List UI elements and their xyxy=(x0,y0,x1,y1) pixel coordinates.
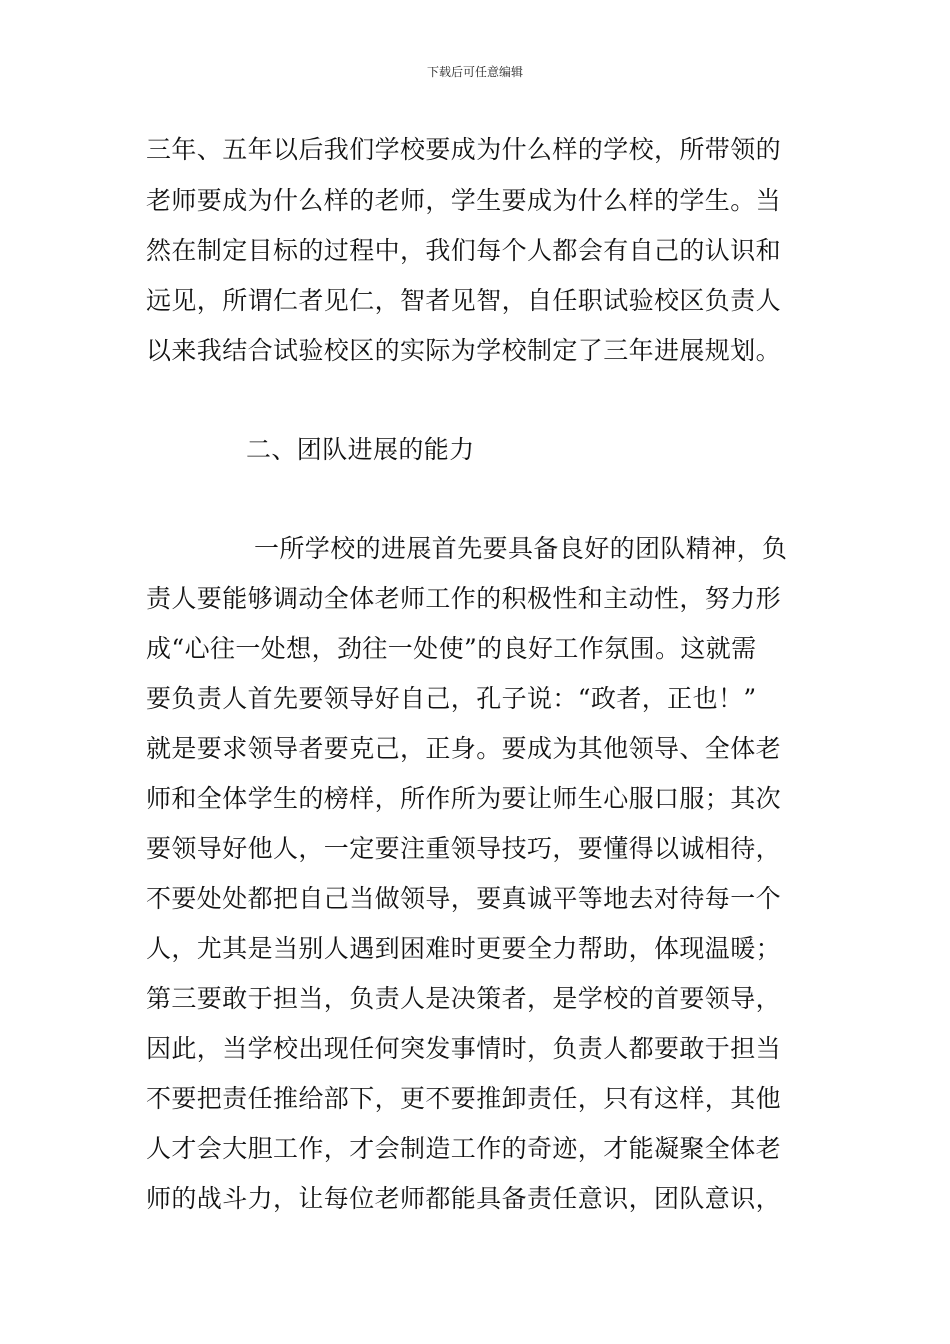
paragraph-line: 就是要求领导者要克己，正身。要成为其他领导、全体老 xyxy=(146,734,782,763)
paragraph-line: 责人要能够调动全体老师工作的积极性和主动性，努力形 xyxy=(146,584,782,613)
paragraph-line: 师和全体学生的榜样，所作所为要让师生心服口服；其次 xyxy=(146,784,782,813)
paragraph-line: 师的战斗力，让每位老师都能具备责任意识，团队意识， xyxy=(146,1184,782,1213)
paragraph-line: 老师要成为什么样的老师，学生要成为什么样的学生。当 xyxy=(146,186,782,215)
paragraph-line: 然在制定目标的过程中，我们每个人都会有自己的认识和 xyxy=(146,236,782,265)
paragraph-line: 远见，所谓仁者见仁，智者见智，自任职试验校区负责人 xyxy=(146,286,782,315)
paragraph-line: 人，尤其是当别人遇到困难时更要全力帮助，体现温暖； xyxy=(146,934,782,963)
paragraph-line: 要负责人首先要领导好自己，孔子说：“政者，正也！” xyxy=(146,684,757,713)
paragraph-line: 一所学校的进展首先要具备良好的团队精神，负 xyxy=(254,534,788,563)
section-heading: 二、团队进展的能力 xyxy=(246,435,475,464)
paragraph-line: 以来我结合试验校区的实际为学校制定了三年进展规划。 xyxy=(146,336,782,365)
paragraph-line: 因此，当学校出现任何突发事情时，负责人都要敢于担当 xyxy=(146,1034,782,1063)
page-header: 下载后可任意编辑 xyxy=(426,65,523,79)
paragraph-line: 要领导好他人，一定要注重领导技巧，要懂得以诚相待， xyxy=(146,834,782,863)
paragraph-line: 三年、五年以后我们学校要成为什么样的学校，所带领的 xyxy=(146,135,782,164)
paragraph-line: 不要处处都把自己当做领导，要真诚平等地去对待每一个 xyxy=(146,884,782,913)
paragraph-line: 不要把责任推给部下，更不要推卸责任，只有这样，其他 xyxy=(146,1084,782,1113)
paragraph-line: 成“心往一处想，劲往一处使”的良好工作氛围。这就需 xyxy=(146,634,757,663)
paragraph-line: 人才会大胆工作，才会制造工作的奇迹，才能凝聚全体老 xyxy=(146,1134,782,1163)
paragraph-line: 第三要敢于担当，负责人是决策者，是学校的首要领导， xyxy=(146,984,782,1013)
